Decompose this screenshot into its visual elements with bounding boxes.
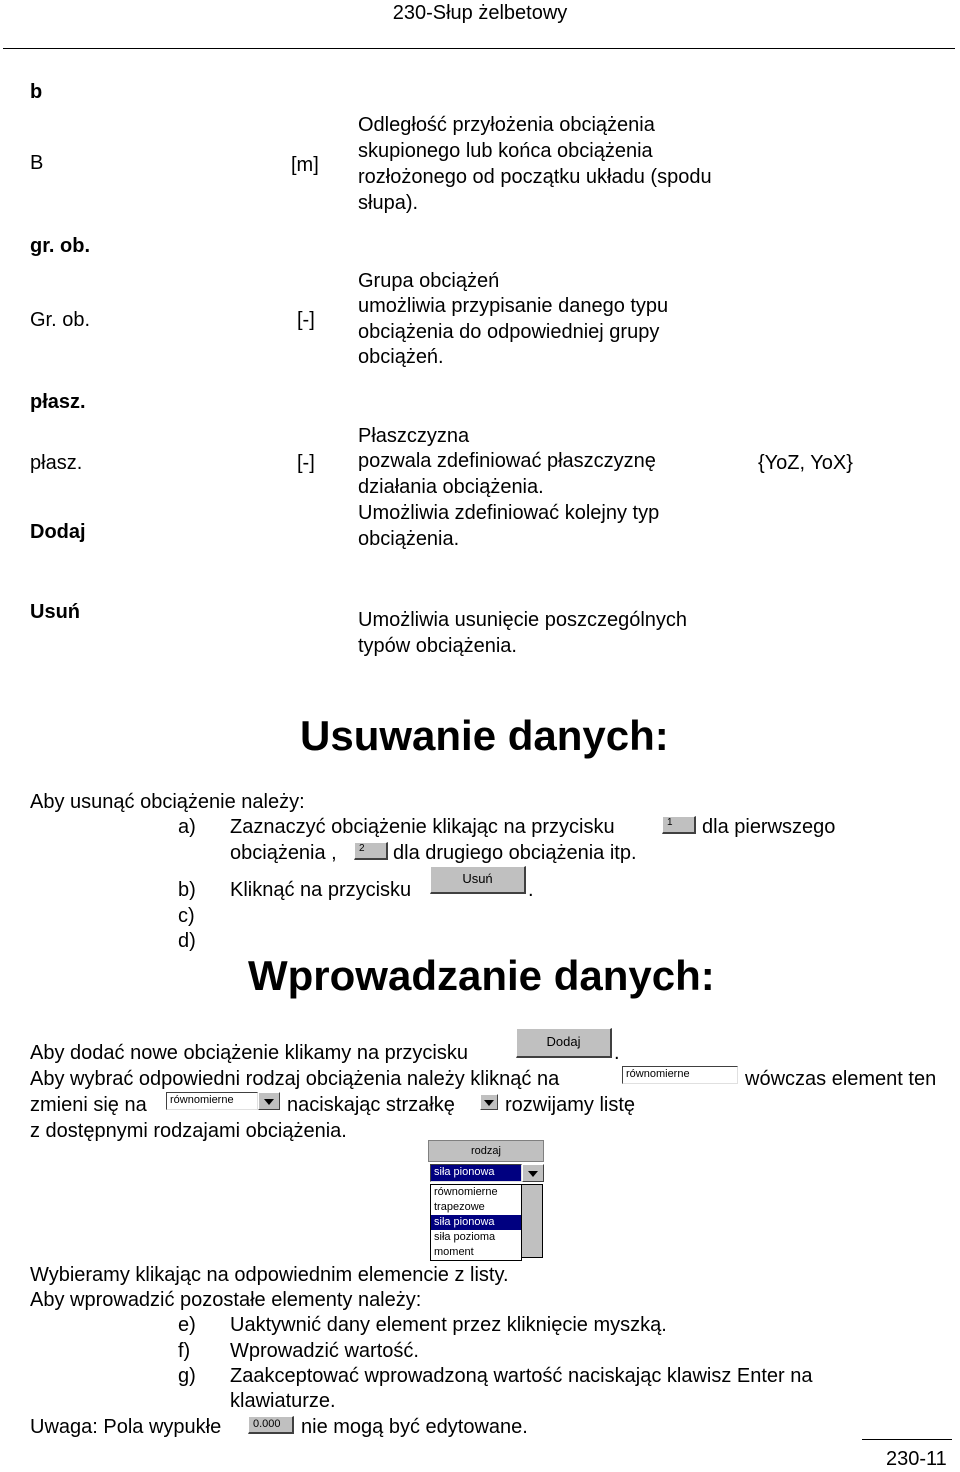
step-a-marker: a) [178, 816, 196, 838]
dropdown-option[interactable]: trapezowe [434, 1201, 485, 1213]
param-b-unit: [m] [291, 154, 319, 176]
dodaj-button[interactable] [516, 1028, 612, 1058]
change-line-post: rozwijamy listę [505, 1094, 636, 1116]
dropdown-arrow[interactable] [522, 1164, 544, 1182]
usun-button[interactable] [430, 866, 526, 894]
param-b-desc-4: słupa). [358, 192, 419, 214]
param-dodaj-desc-2: obciążenia. [358, 528, 460, 550]
add-line-end: . [614, 1042, 620, 1064]
dropdown-header: rodzaj [428, 1140, 544, 1162]
dropdown-option-highlighted[interactable]: siła pionowa [431, 1215, 521, 1230]
step-b-text: Kliknąć na przycisku [230, 879, 412, 901]
chevron-down-icon [264, 1099, 274, 1105]
step-e-text: Uaktywnić dany element przez kliknięcie myszką. [230, 1314, 667, 1336]
dropdown-option[interactable]: moment [434, 1246, 474, 1258]
load-2-button[interactable]: 2 [354, 842, 388, 860]
add-line: Aby dodać nowe obciążenie klikamy na przycisku [30, 1042, 468, 1064]
chevron-down-icon [528, 1171, 538, 1177]
param-usun-desc-1: Umożliwia usunięcie poszczególnych [358, 609, 688, 631]
param-grob-desc-4: obciążeń. [358, 346, 444, 368]
param-usun-symbol: Usuń [30, 601, 80, 623]
param-usun-desc-2: typów obciążenia. [358, 635, 517, 657]
param-grob-unit: [-] [297, 309, 315, 331]
param-dodaj-symbol: Dodaj [30, 521, 86, 543]
note-post: nie mogą być edytowane. [301, 1416, 528, 1438]
param-dodaj-desc-1: Umożliwia zdefiniować kolejny typ [358, 502, 660, 524]
step-a-text-1: Zaznaczyć obciążenie klikając na przycisku [230, 816, 615, 838]
step-f-marker: f) [178, 1340, 191, 1362]
load-type-combo[interactable]: równomierne [166, 1092, 258, 1110]
dropdown-list [430, 1184, 522, 1261]
change-line-mid: naciskając strzałkę [287, 1094, 455, 1116]
param-grob-symbol: gr. ob. [30, 235, 90, 257]
dropdown-selected[interactable]: siła pionowa [430, 1164, 522, 1182]
step-g-marker: g) [178, 1365, 196, 1387]
param-plasz-desc-3: działania obciążenia. [358, 476, 544, 498]
enter-intro: Aby wprowadzić pozostałe elementy należy: [30, 1289, 422, 1311]
section-title-usuwanie: Usuwanie danych: [300, 712, 669, 759]
step-f-text: Wprowadzić wartość. [230, 1340, 419, 1362]
step-b-end: . [528, 879, 534, 901]
pick-line: Wybieramy klikając na odpowiednim elemencie z listy. [30, 1264, 509, 1286]
step-a-text-4: dla drugiego obciążenia itp. [393, 842, 637, 864]
param-plasz-desc-1: Płaszczyzna [358, 425, 470, 447]
param-grob-name: Gr. ob. [30, 309, 91, 331]
param-plasz-name: płasz. [30, 452, 83, 474]
param-plasz-range: {YoZ, YoX} [758, 452, 853, 474]
step-e-marker: e) [178, 1314, 196, 1336]
combo-arrow-button[interactable] [258, 1092, 280, 1110]
footer-rule [862, 1439, 952, 1440]
dropdown-option[interactable]: siła pozioma [434, 1231, 496, 1243]
page-number: 230-11 [886, 1448, 947, 1470]
load-type-field[interactable]: równomierne [622, 1066, 738, 1084]
param-b-name: B [30, 152, 44, 174]
available-types-line: z dostępnymi rodzajami obciążenia. [30, 1120, 347, 1142]
header-rule [3, 48, 955, 49]
step-g-text-2: klawiaturze. [230, 1390, 336, 1412]
choose-line-post: wówczas element ten [745, 1068, 937, 1090]
change-line: zmieni się na [30, 1094, 147, 1116]
param-b-desc-1: Odległość przyłożenia obciążenia [358, 114, 655, 136]
choose-line: Aby wybrać odpowiedni rodzaj obciążenia należy kliknąć na [30, 1068, 560, 1090]
load-type-dropdown [428, 1140, 544, 1258]
step-b-marker: b) [178, 879, 196, 901]
param-grob-desc-1: Grupa obciążeń [358, 270, 500, 292]
param-plasz-unit: [-] [297, 452, 315, 474]
step-d-marker: d) [178, 930, 196, 952]
step-c-marker: c) [178, 905, 195, 927]
step-a-text-2: dla pierwszego [702, 816, 836, 838]
page-header: 230-Słup żelbetowy [392, 2, 568, 24]
param-b-desc-3: rozłożonego od początku układu (spodu [358, 166, 712, 188]
readonly-value-field: 0.000 [248, 1416, 294, 1434]
usun-button-label: Usuń [462, 871, 493, 886]
chevron-down-icon [484, 1100, 494, 1106]
param-b-desc-2: skupionego lub końca obciążenia [358, 140, 653, 162]
step-g-text-1: Zaakceptować wprowadzoną wartość naciskając klawisz Enter na [230, 1365, 813, 1387]
step-a-text-3: obciążenia , [230, 842, 337, 864]
usuwanie-intro: Aby usunąć obciążenie należy: [30, 791, 305, 813]
load-1-button[interactable]: 1 [662, 816, 696, 834]
param-plasz-symbol: płasz. [30, 391, 86, 413]
param-plasz-desc-2: pozwala zdefiniować płaszczyznę [358, 450, 656, 472]
arrow-button-sample[interactable] [480, 1094, 498, 1110]
dodaj-button-label: Dodaj [546, 1034, 581, 1049]
dropdown-scrollbar[interactable] [521, 1184, 543, 1258]
dropdown-option[interactable]: równomierne [434, 1186, 498, 1198]
param-grob-desc-3: obciążenia do odpowiedniej grupy [358, 321, 660, 343]
param-b-symbol: b [30, 81, 43, 103]
note-pre: Uwaga: Pola wypukłe [30, 1416, 222, 1438]
param-grob-desc-2: umożliwia przypisanie danego typu [358, 295, 669, 317]
section-title-wprowadzanie: Wprowadzanie danych: [248, 952, 715, 999]
